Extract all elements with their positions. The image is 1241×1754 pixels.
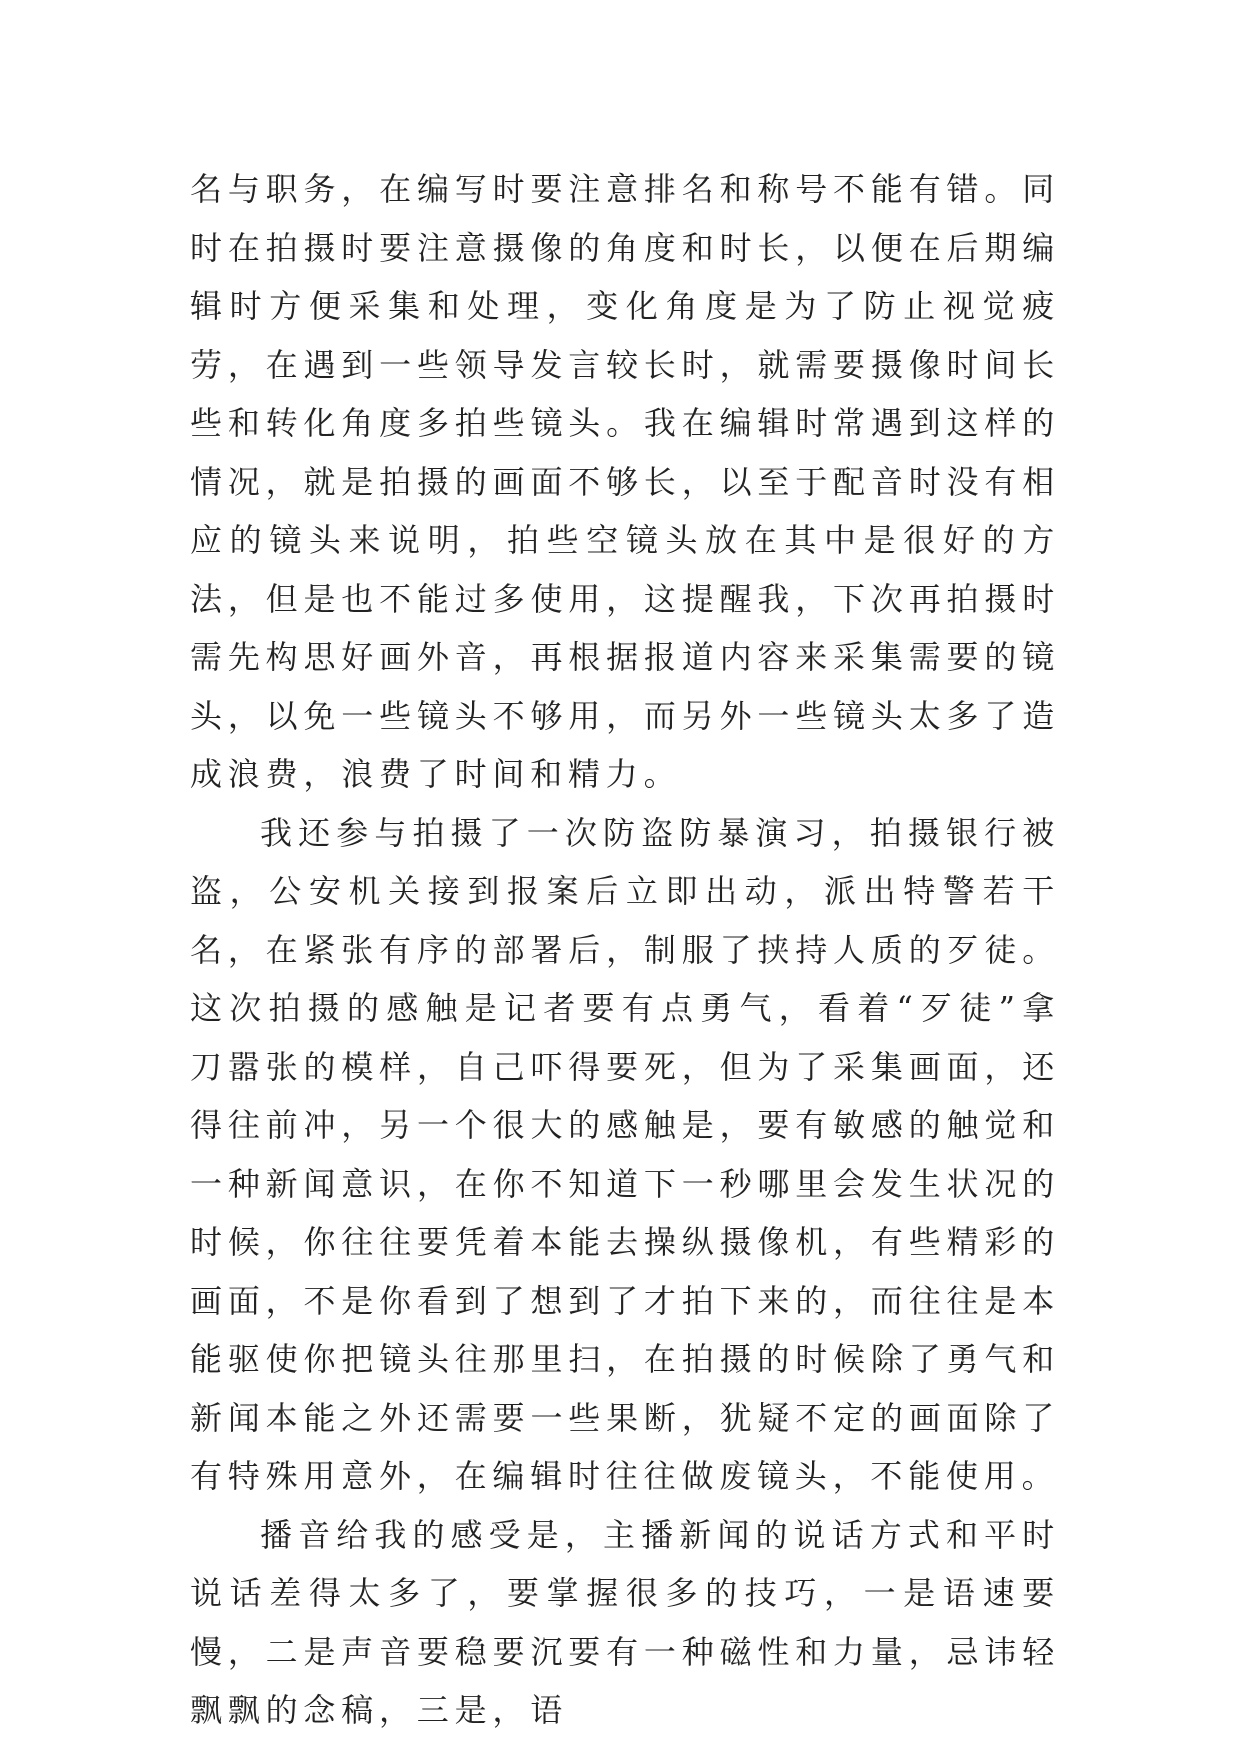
document-body — [190, 160, 1060, 1740]
paragraph-3: 播音给我的感受是，主播新闻的说话方式和平时说话差得太多了，要掌握很多的技巧，一是语速要慢，二是声音要稳要沉要有一种磁性和力量，忌讳轻飘飘的念稿，三是，语 — [190, 1515, 1060, 1729]
paragraph-2: 我还参与拍摄了一次防盗防暴演习，拍摄银行被盗，公安机关接到报案后立即出动，派出特警若干名，在紧张有序的部署后，制服了挟持人质的歹徒。这次拍摄的感触是记者要有点勇气，看着“歹徒”拿刀嚣张的模样，自己吓得要死，但为了采集画面，还得往前冲，另一个很大的感触是，要有敏感的触觉和一种新闻意识，在你不知道下一秒哪里会发生状况的时候，你往往要凭着本能去操纵摄像机，有些精彩的画面，不是你看到了想到了才拍下来的，而往往是本能驱使你把镜头往那里扫，在拍摄的时候除了勇气和新闻本能之外还需要一些果断，犹疑不定的画面除了有特殊用意外，在编辑时往往做废镜头，不能使用。 — [190, 813, 1060, 1495]
paragraph-1: 名与职务，在编写时要注意排名和称号不能有错。同时在拍摄时要注意摄像的角度和时长，以便在后期编辑时方便采集和处理，变化角度是为了防止视觉疲劳，在遇到一些领导发言较长时，就需要摄像时间长些和转化角度多拍些镜头。我在编辑时常遇到这样的情况，就是拍摄的画面不够长，以至于配音时没有相应的镜头来说明，拍些空镜头放在其中是很好的方法，但是也不能过多使用，这提醒我，下次再拍摄时需先构思好画外音，再根据报道内容来采集需要的镜头，以免一些镜头不够用，而另外一些镜头太多了造成浪费，浪费了时间和精力。 — [190, 170, 1060, 793]
